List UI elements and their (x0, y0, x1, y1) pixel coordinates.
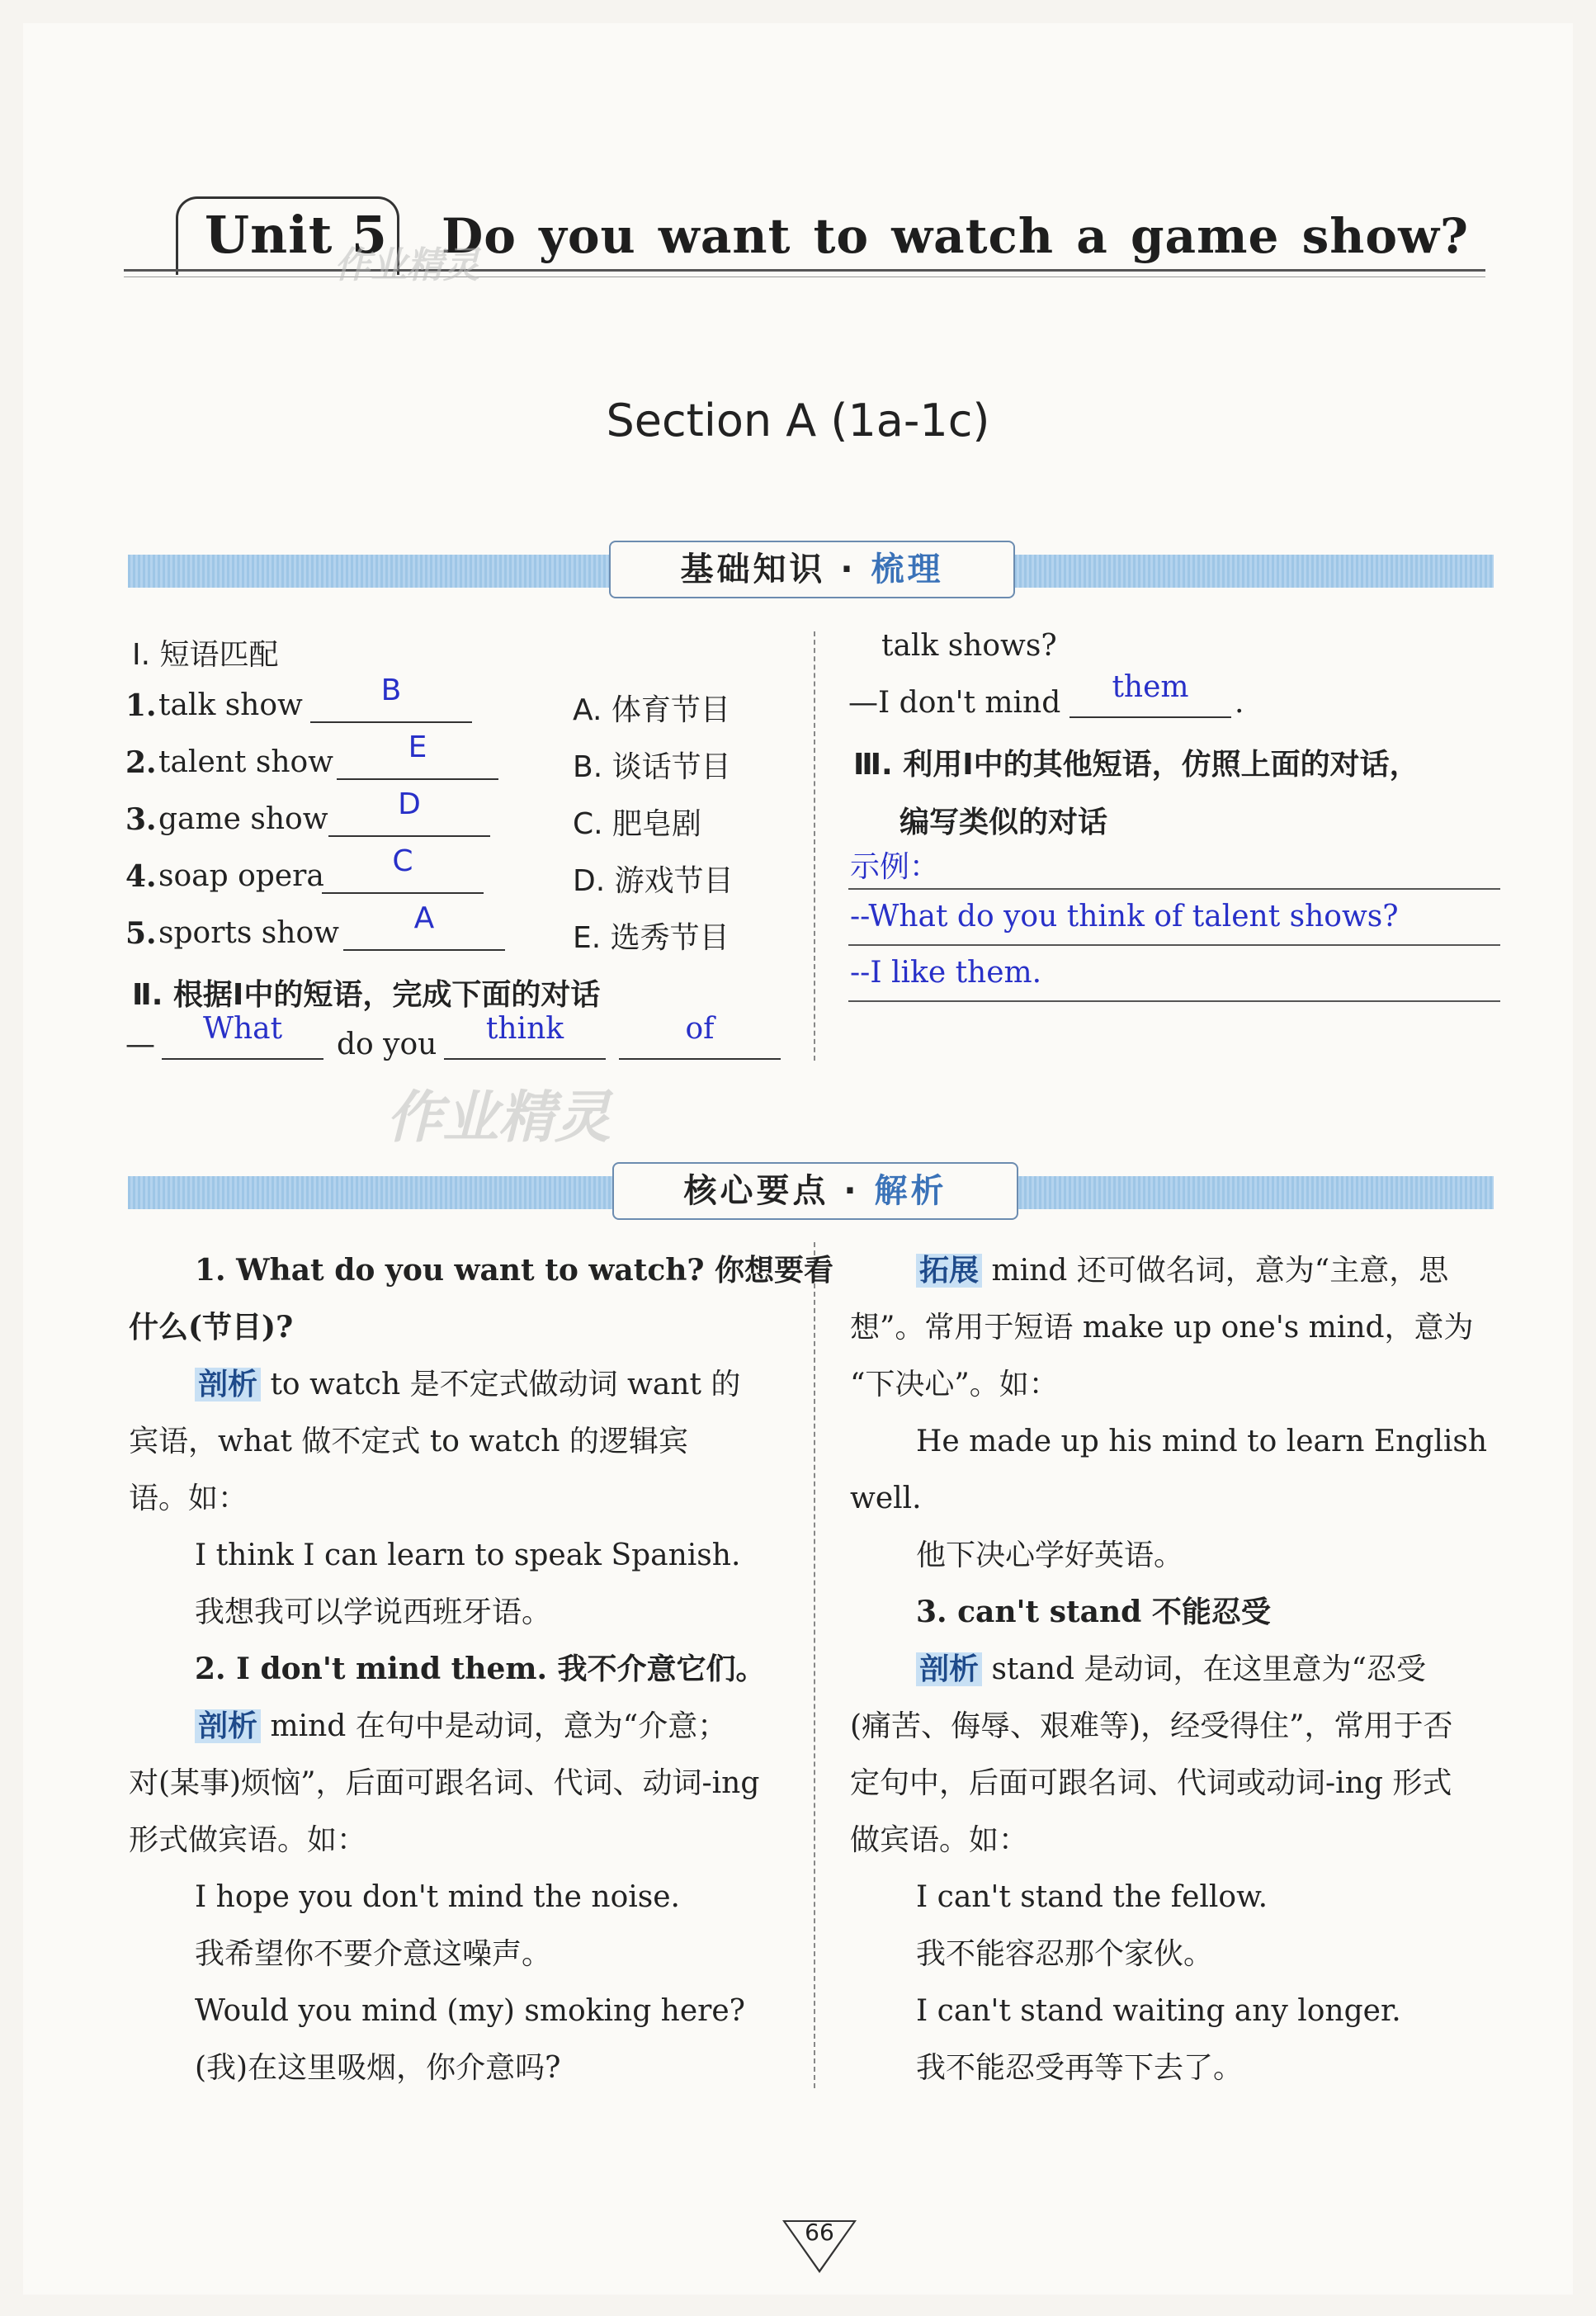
item-num: 5. (125, 916, 157, 951)
dont-mind-text: —I don't mind (848, 686, 1061, 720)
point1-example-en: I think I can learn to speak Spanish. (195, 1538, 741, 1572)
analysis-text: stand 是动词，在这里意为“忍受 (982, 1652, 1426, 1686)
point2-title: 2. I don't mind them. 我不介意它们。 (195, 1652, 766, 1686)
analysis-text: mind 在句中是动词，意为“介意； (261, 1709, 728, 1743)
extension-example-en-1: He made up his mind to learn English (916, 1425, 1488, 1458)
page-number: 66 (805, 2219, 834, 2246)
item-phrase: talent show (158, 745, 333, 779)
point3-analysis-4: 做宾语。如： (850, 1823, 1029, 1857)
part3-heading-1: Ⅲ. 利用Ⅰ中的其他短语，仿照上面的对话， (853, 748, 1419, 782)
extension-1 (916, 1242, 1448, 1299)
point2-analysis-1 (195, 1698, 727, 1755)
item-phrase: talk show (158, 688, 303, 722)
point3-title: 3. can't stand 不能忍受 (916, 1595, 1271, 1629)
extension-text: mind 还可做名词，意为“主意，思 (982, 1254, 1449, 1288)
point1-analysis-3: 语。如： (129, 1482, 248, 1515)
analysis-tag: 剖析 (195, 1368, 261, 1401)
example-line-2: --I like them. (850, 956, 1042, 990)
answer-text: E (408, 730, 427, 764)
write-line-3 (848, 1000, 1500, 1002)
banner-basics-dark: 基础知识 · (680, 551, 871, 588)
item-num: 2. (125, 745, 157, 780)
item-phrase: game show (158, 802, 328, 836)
point1-title-2: 什么(节目)? (129, 1310, 294, 1345)
answer-text: B (380, 674, 402, 707)
part1-heading: Ⅰ. 短语匹配 (132, 638, 279, 672)
item-phrase: soap opera (158, 859, 324, 893)
point1-analysis-1 (195, 1356, 740, 1413)
analysis-tag: 剖析 (916, 1652, 982, 1686)
write-line-2 (848, 944, 1500, 946)
point1-analysis-2: 宾语，what 做不定式 to watch 的逻辑宾 (129, 1425, 688, 1458)
item-num: 1. (125, 688, 157, 723)
point3-analysis-1 (916, 1641, 1426, 1698)
point2-example2-en: Would you mind (my) smoking here? (195, 1994, 745, 2028)
point3-analysis-2: (痛苦、侮辱、艰难等)，经受得住”，常用于否 (850, 1709, 1453, 1743)
dialog-dash: — (125, 1028, 155, 1061)
point3-example2-en: I can't stand waiting any longer. (916, 1994, 1401, 2028)
extension-3: “下决心”。如： (850, 1368, 1059, 1401)
answer-text: D (398, 787, 421, 821)
banner-core-dark: 核心要点 · (683, 1172, 875, 1210)
answer-what: What (202, 1012, 283, 1046)
extension-tag: 拓展 (916, 1254, 982, 1288)
answer-text: A (413, 901, 435, 935)
answer-them: them (1112, 670, 1189, 704)
point3-analysis-3: 定句中，后面可跟名词、代词或动词-ing 形式 (850, 1766, 1452, 1800)
do-you-text: do you (337, 1028, 437, 1061)
period: . (1235, 686, 1244, 720)
talk-shows-text: talk shows? (881, 629, 1057, 663)
item-phrase: sports show (158, 916, 339, 950)
write-line-1 (848, 888, 1500, 890)
watermark: 作业精灵 (334, 244, 479, 286)
extension-example-en-2: well. (850, 1482, 922, 1515)
unit-label: Unit 5 (205, 205, 389, 265)
column-divider-top (814, 631, 815, 1061)
part3-heading-2: 编写类似的对话 (900, 806, 1108, 839)
example-line-1: --What do you think of talent shows? (850, 900, 1399, 933)
point2-example2-cn: (我)在这里吸烟，你介意吗? (195, 2051, 561, 2085)
point2-analysis-2: 对(某事)烦恼”，后面可跟名词、代词、动词-ing (129, 1766, 760, 1800)
item-option: D. 游戏节目 (573, 864, 734, 898)
extension-example-cn: 他下决心学好英语。 (916, 1538, 1184, 1572)
answer-text: C (392, 844, 413, 878)
answer-of: of (685, 1012, 715, 1046)
point2-example1-cn: 我希望你不要介意这噪声。 (195, 1937, 552, 1971)
banner-basics (609, 541, 1015, 598)
item-option: B. 谈话节目 (573, 750, 731, 784)
point2-analysis-3: 形式做宾语。如： (129, 1823, 367, 1857)
point3-example1-en: I can't stand the fellow. (916, 1880, 1268, 1914)
analysis-tag: 剖析 (195, 1709, 261, 1743)
item-option: C. 肥皂剧 (573, 807, 702, 841)
item-option: A. 体育节目 (573, 693, 730, 727)
banner-core-blue: 解析 (874, 1172, 947, 1210)
point3-example2-cn: 我不能忍受再等下去了。 (916, 2051, 1244, 2085)
column-divider-bottom (814, 1242, 815, 2088)
item-num: 4. (125, 859, 157, 894)
part2-heading: Ⅱ. 根据Ⅰ中的短语，完成下面的对话 (132, 978, 601, 1012)
example-label: 示例： (850, 850, 940, 884)
item-num: 3. (125, 802, 157, 837)
section-title: Section A (1a-1c) (606, 395, 990, 447)
item-option: E. 选秀节目 (573, 921, 730, 955)
unit-title: Do you want to watch a game show? (441, 208, 1470, 264)
banner-core (612, 1162, 1018, 1220)
point3-example1-cn: 我不能容忍那个家伙。 (916, 1937, 1214, 1971)
point2-example1-en: I hope you don't mind the noise. (195, 1880, 680, 1914)
watermark-2: 作业精灵 (386, 1085, 611, 1151)
answer-think: think (485, 1012, 564, 1046)
point1-example-cn: 我想我可以学说西班牙语。 (195, 1595, 552, 1629)
banner-basics-blue: 梳理 (871, 551, 944, 588)
title-underline (124, 269, 1485, 277)
analysis-text: to watch 是不定式做动词 want 的 (261, 1368, 741, 1401)
point1-title: 1. What do you want to watch? 你想要看 (195, 1253, 834, 1288)
extension-2: 想”。常用于短语 make up one's mind，意为 (850, 1311, 1474, 1345)
